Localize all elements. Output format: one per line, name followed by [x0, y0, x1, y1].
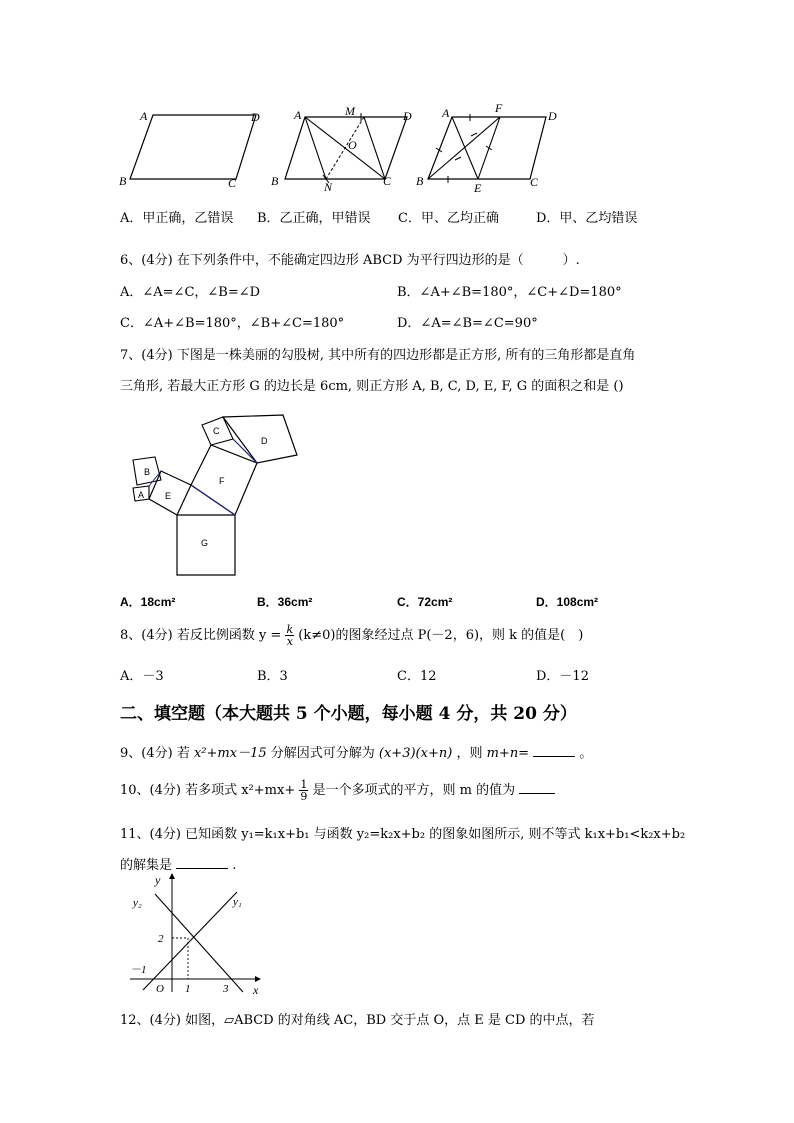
q12-stem-line-1: 12、(4分) 如图，▱ABCD 的对角线 AC，BD 交于点 O，点 E 是 CD 的中点，若 — [120, 1013, 595, 1028]
graph-x-axis-label: x — [253, 983, 259, 997]
graph-tick-3: 3 — [223, 983, 229, 995]
q6-option-c: C．∠A+∠B=180°，∠B+∠C=180° — [120, 316, 345, 331]
q7-option-b: B．36cm² — [257, 595, 313, 609]
q8-stem-suffix: (k≠0)的图象经过点 P(－2，6)，则 k 的值是( ) — [298, 628, 584, 643]
q6-option-d: D．∠A=∠B=∠C=90° — [397, 316, 538, 331]
q6-option-a: A．∠A=∠C，∠B=∠D — [120, 285, 261, 300]
graph-y1-label: y₁ — [233, 896, 242, 908]
label-B: B — [271, 174, 279, 188]
q5-option-b: B．乙正确，甲错误 — [257, 211, 371, 226]
q10-frac-num: 1 — [300, 778, 308, 791]
q11-stem-line-2 — [120, 854, 236, 873]
label-C: C — [530, 175, 539, 189]
label-C: C — [228, 176, 237, 190]
label-C: C — [383, 174, 392, 188]
q9-end: 。 — [579, 746, 593, 761]
q5-figure-parallelogram-3 — [412, 100, 572, 195]
q8-stem-prefix: 8、(4分) 若反比例函数 y = — [120, 628, 282, 643]
graph-y-axis-label: y — [155, 873, 161, 887]
q10-fraction — [299, 779, 308, 802]
label-M: M — [345, 104, 355, 118]
square-label-B: B — [144, 467, 151, 477]
label-N: N — [324, 180, 333, 194]
q7-option-a: A．18cm² — [120, 595, 176, 609]
q10-answer-blank[interactable] — [519, 793, 555, 794]
q8-frac-num: k — [286, 623, 294, 636]
q10-prefix: 10、(4分) 若多项式 x²+mx+ — [120, 783, 296, 798]
graph-y2-label: y₂ — [133, 897, 142, 909]
label-D: D — [251, 110, 260, 124]
q9-middle: 分解因式可分解为 — [270, 746, 375, 761]
pythagoras-tree-figure — [125, 405, 310, 585]
q6-stem: 6、(4分) 在下列条件中，不能确定四边形 ABCD 为平行四边形的是（ ）. — [120, 253, 580, 268]
q11-answer-blank[interactable] — [176, 868, 228, 869]
q5-option-d: D．甲、乙均错误 — [536, 211, 638, 226]
q8-option-b: B．3 — [257, 669, 288, 684]
square-label-G: G — [201, 538, 209, 548]
q9-tail: ，则 — [456, 746, 483, 761]
graph-tick-2: 2 — [158, 933, 164, 945]
graph-origin: O — [156, 983, 164, 995]
label-E: E — [474, 181, 482, 195]
q11-function-graph — [125, 872, 270, 997]
label-A: A — [140, 109, 148, 123]
q7-option-d: D．108cm² — [536, 595, 599, 609]
q5-option-c: C．甲、乙均正确 — [398, 211, 499, 226]
square-label-D: D — [261, 436, 268, 446]
q5-option-a: A．甲正确，乙错误 — [120, 211, 234, 226]
q9-expr-2: (x+3)(x+n) — [378, 746, 453, 761]
q7-option-c: C．72cm² — [397, 595, 453, 609]
label-A: A — [294, 108, 302, 122]
q8-frac-den: x — [286, 635, 293, 648]
q7-stem-line-2: 三角形, 若最大正方形 G 的边长是 6cm, 则正方形 A, B, C, D, E, F, G 的面积之和是 () — [120, 379, 624, 394]
q8-fraction — [285, 624, 294, 647]
graph-tick-minus-1: －1 — [130, 964, 147, 976]
q5-figure-parallelogram-1 — [115, 105, 275, 190]
label-D: D — [403, 109, 412, 123]
q9-prefix: 9、(4分) 若 — [120, 746, 190, 761]
q5-figure-parallelogram-2 — [265, 103, 425, 193]
section-2-heading: 二、填空题（本大题共 5 个小题，每小题 4 分，共 20 分） — [120, 704, 577, 724]
graph-tick-1: 1 — [185, 983, 191, 995]
label-B: B — [416, 174, 424, 188]
q11-line2-end: . — [232, 858, 237, 873]
label-B: B — [119, 174, 127, 188]
square-label-C: C — [213, 426, 220, 436]
q10-frac-den: 9 — [300, 790, 308, 803]
label-F: F — [495, 101, 503, 115]
label-O: O — [348, 138, 357, 152]
q7-stem-line-1: 7、(4分) 下图是一株美丽的勾股树, 其中所有的四边形都是正方形, 所有的三角形都是直角 — [120, 348, 636, 363]
q9-answer-blank[interactable] — [533, 756, 575, 757]
q8-option-d: D．－12 — [536, 669, 589, 684]
q9-expr-1: x²+mx－15 — [193, 746, 267, 761]
q9-stem — [120, 742, 592, 761]
q11-stem-line-1: 11、(4分) 已知函数 y₁=k₁x+b₁ 与函数 y₂=k₂x+b₂ 的图象如图所示, 则不等式 k₁x+b₁<k₂x+b₂ — [120, 827, 686, 842]
q6-option-b: B．∠A+∠B=180°，∠C+∠D=180° — [397, 285, 622, 300]
q8-option-a: A．－3 — [120, 669, 164, 684]
square-label-F: F — [219, 476, 225, 486]
q9-expr-3: m+n= — [486, 746, 530, 761]
q10-suffix: 是一个多项式的平方，则 m 的值为 — [312, 783, 516, 798]
q10-stem — [120, 779, 555, 802]
square-label-E: E — [165, 491, 172, 501]
square-label-A: A — [138, 490, 145, 500]
label-D: D — [548, 109, 557, 123]
q8-stem — [120, 624, 583, 647]
q8-option-c: C．12 — [397, 669, 437, 684]
label-A: A — [442, 106, 450, 120]
q11-line2-text: 的解集是 — [120, 858, 173, 873]
